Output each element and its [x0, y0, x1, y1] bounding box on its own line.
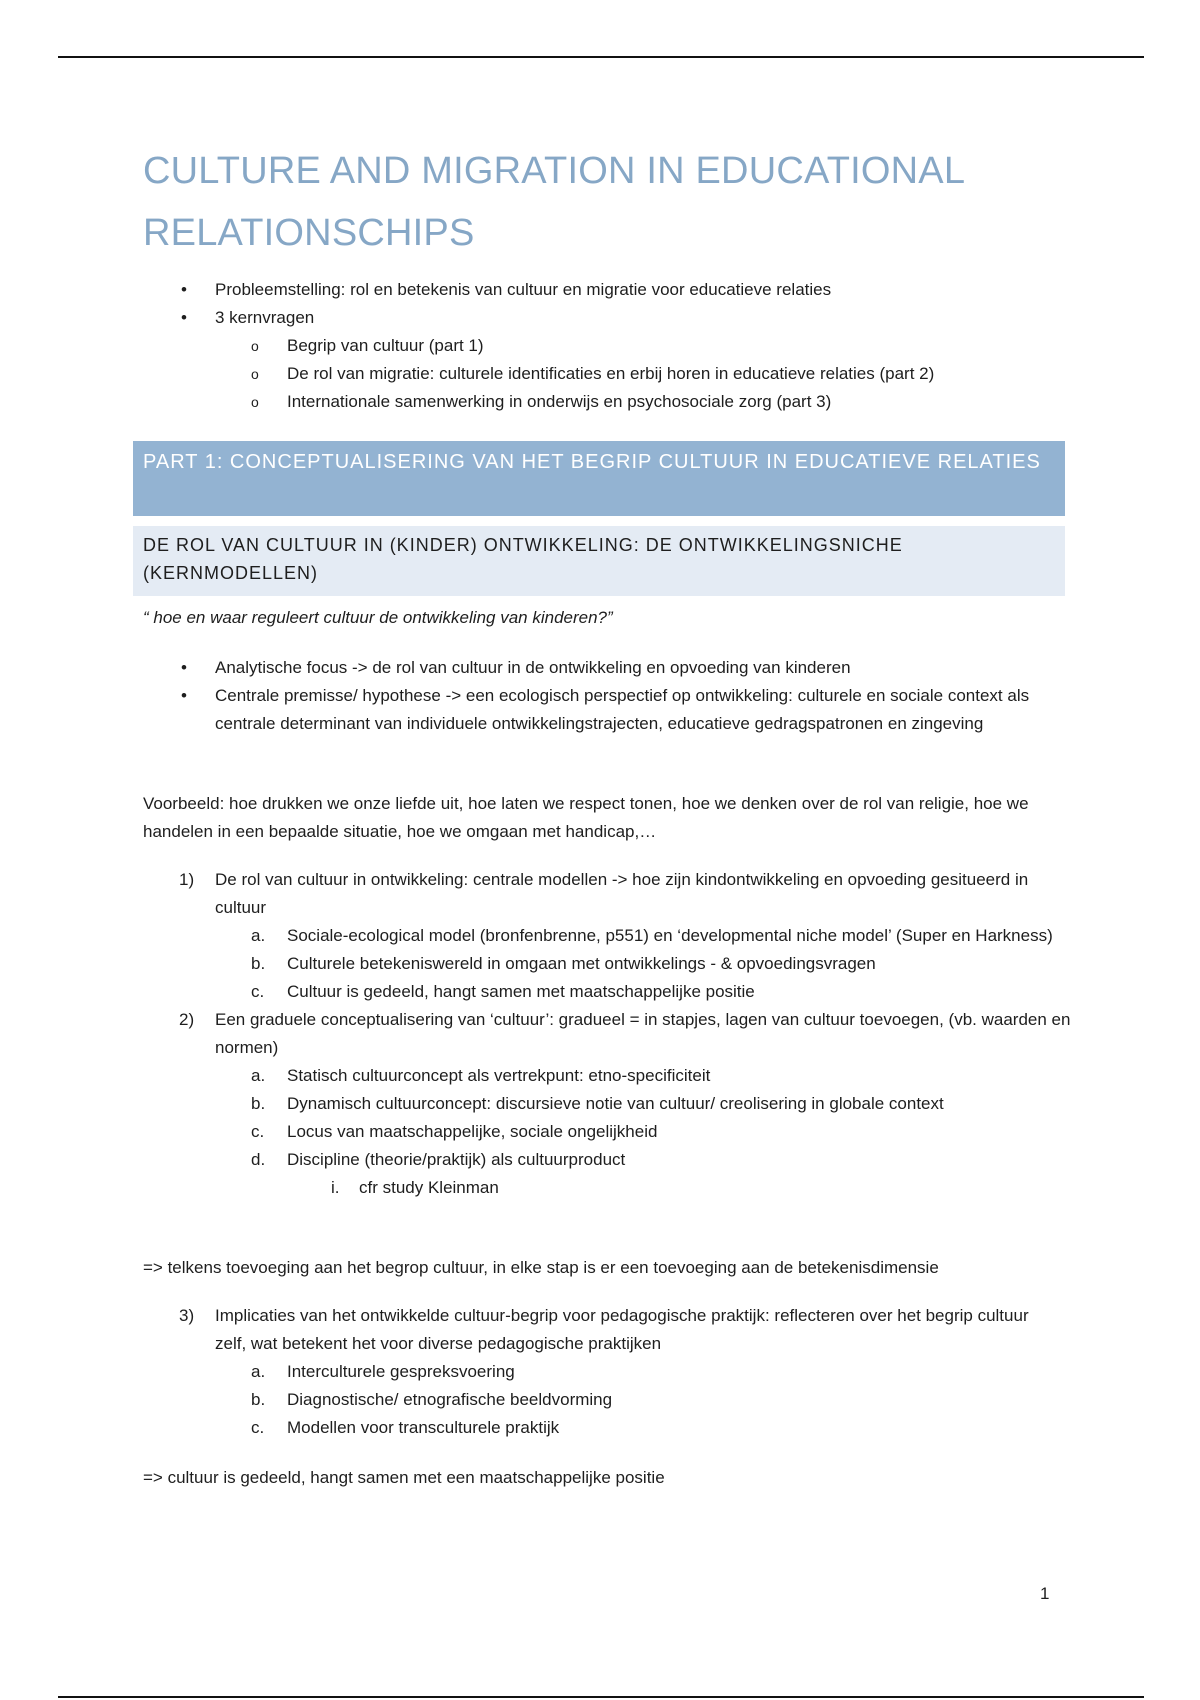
item-marker: i.	[331, 1178, 340, 1197]
item-marker: 1)	[179, 870, 195, 889]
sub-list-item: o Begrip van cultuur (part 1)	[143, 332, 1123, 360]
item-marker: b.	[251, 1390, 266, 1409]
list-item: • Analytische focus -> de rol van cultuur in de ontwikkeling en opvoeding van kinderen	[143, 654, 1043, 682]
lettered-item	[143, 1386, 1053, 1414]
lettered-item	[143, 1146, 1073, 1202]
lettered-item	[143, 1062, 1073, 1090]
item-text: Cultuur is gedeeld, hangt samen met maatschappelijke positie	[287, 982, 755, 1001]
item-marker: b.	[251, 954, 266, 973]
example-paragraph: Voorbeeld: hoe drukken we onze liefde uit, hoe laten we respect tonen, hoe we denken over de rol van religie, hoe we handelen in een bepaalde situatie, hoe we omgaan met handicap,…	[143, 794, 1029, 841]
lettered-item	[143, 950, 1073, 978]
list-item	[143, 304, 1123, 416]
item-text: Statisch cultuurconcept als vertrekpunt: etno-specificiteit	[287, 1066, 711, 1085]
item-text: Discipline (theorie/praktijk) als cultuurproduct	[287, 1150, 626, 1169]
guiding-question: “ hoe en waar reguleert cultuur de ontwikkeling van kinderen?”	[143, 608, 613, 627]
page-number: 1	[1040, 1584, 1050, 1603]
footer-rule	[58, 1696, 1144, 1698]
roman-item	[143, 1174, 1073, 1202]
item-text: Culturele betekeniswereld in omgaan met ontwikkelings - & opvoedingsvragen	[287, 954, 876, 973]
heading-part-1: PART 1: CONCEPTUALISERING VAN HET BEGRIP CULTUUR IN EDUCATIEVE RELATIES	[133, 441, 1065, 516]
item-text: De rol van cultuur in ontwikkeling: centrale modellen -> hoe zijn kindontwikkeling en opvoeding gesitueerd in cultuur	[215, 870, 1029, 917]
item-text: Modellen voor transculturele praktijk	[287, 1418, 560, 1437]
item-marker: a.	[251, 1362, 266, 1381]
numbered-item	[143, 1006, 1073, 1202]
header-rule	[58, 56, 1144, 58]
item-text: Implicaties van het ontwikkelde cultuur-begrip voor pedagogische praktijk: reflecteren over het begrip cultuur zelf, wat betekent het voor diverse pedagogische praktijken	[215, 1306, 1029, 1353]
item-text: Locus van maatschappelijke, sociale ongelijkheid	[287, 1122, 658, 1141]
lettered-item	[143, 922, 1073, 950]
item-text: Sociale-ecological model (bronfenbrenne, p551) en ‘developmental niche model’ (Super en Harkness)	[287, 926, 1053, 945]
item-text: Diagnostische/ etnografische beeldvorming	[287, 1390, 613, 1409]
sub-list-item: o Internationale samenwerking in onderwijs en psychosociale zorg (part 3)	[143, 388, 1123, 416]
lettered-item	[143, 1118, 1073, 1146]
lettered-item	[143, 978, 1073, 1006]
item-marker: c.	[251, 1418, 265, 1437]
item-marker: a.	[251, 1066, 266, 1085]
document-title: CULTURE AND MIGRATION IN EDUCATIONAL RELATIONSCHIPS	[143, 150, 964, 254]
numbered-list-1	[143, 866, 1073, 1202]
item-text: Dynamisch cultuurconcept: discursieve notie van cultuur/ creolisering in globale context	[287, 1094, 944, 1113]
list-item: • Probleemstelling: rol en betekenis van cultuur en migratie voor educatieve relaties	[143, 276, 1123, 304]
conclusion-line-1: => telkens toevoeging aan het begrop cultuur, in elke stap is er een toevoeging aan de betekenisdimensie	[143, 1258, 939, 1277]
numbered-item	[143, 866, 1073, 1006]
lettered-item	[143, 1090, 1073, 1118]
intro-list	[143, 276, 1123, 416]
item-text: Een graduele conceptualisering van ‘cultuur’: gradueel = in stapjes, lagen van cultuur toevoegen, (vb. waarden en normen)	[215, 1010, 1071, 1057]
focus-list	[143, 654, 1043, 738]
item-marker: 2)	[179, 1010, 195, 1029]
lettered-item	[143, 1414, 1053, 1442]
sub-list-item: o De rol van migratie: culturele identificaties en erbij horen in educatieve relaties (part 2)	[143, 360, 1123, 388]
item-marker: d.	[251, 1150, 266, 1169]
item-marker: 3)	[179, 1306, 195, 1325]
item-text: cfr study Kleinman	[359, 1178, 499, 1197]
numbered-item	[143, 1302, 1053, 1442]
lettered-item	[143, 1358, 1053, 1386]
subheading-developmental-niche: DE ROL VAN CULTUUR IN (KINDER) ONTWIKKELING: DE ONTWIKKELINGSNICHE (KERNMODELLEN)	[133, 526, 1065, 596]
item-marker: a.	[251, 926, 266, 945]
item-marker: c.	[251, 982, 265, 1001]
item-marker: c.	[251, 1122, 265, 1141]
numbered-list-2	[143, 1302, 1053, 1442]
item-text: Interculturele gespreksvoering	[287, 1362, 515, 1381]
list-item-text: 3 kernvragen	[215, 308, 315, 327]
conclusion-line-2: => cultuur is gedeeld, hangt samen met een maatschappelijke positie	[143, 1468, 665, 1487]
list-item: • Centrale premisse/ hypothese -> een ecologisch perspectief op ontwikkeling: culturele en sociale context als centrale determinant van individuele ontwikkelingstrajecten, educatieve gedragspatronen en zingeving	[143, 682, 1043, 738]
item-marker: b.	[251, 1094, 266, 1113]
